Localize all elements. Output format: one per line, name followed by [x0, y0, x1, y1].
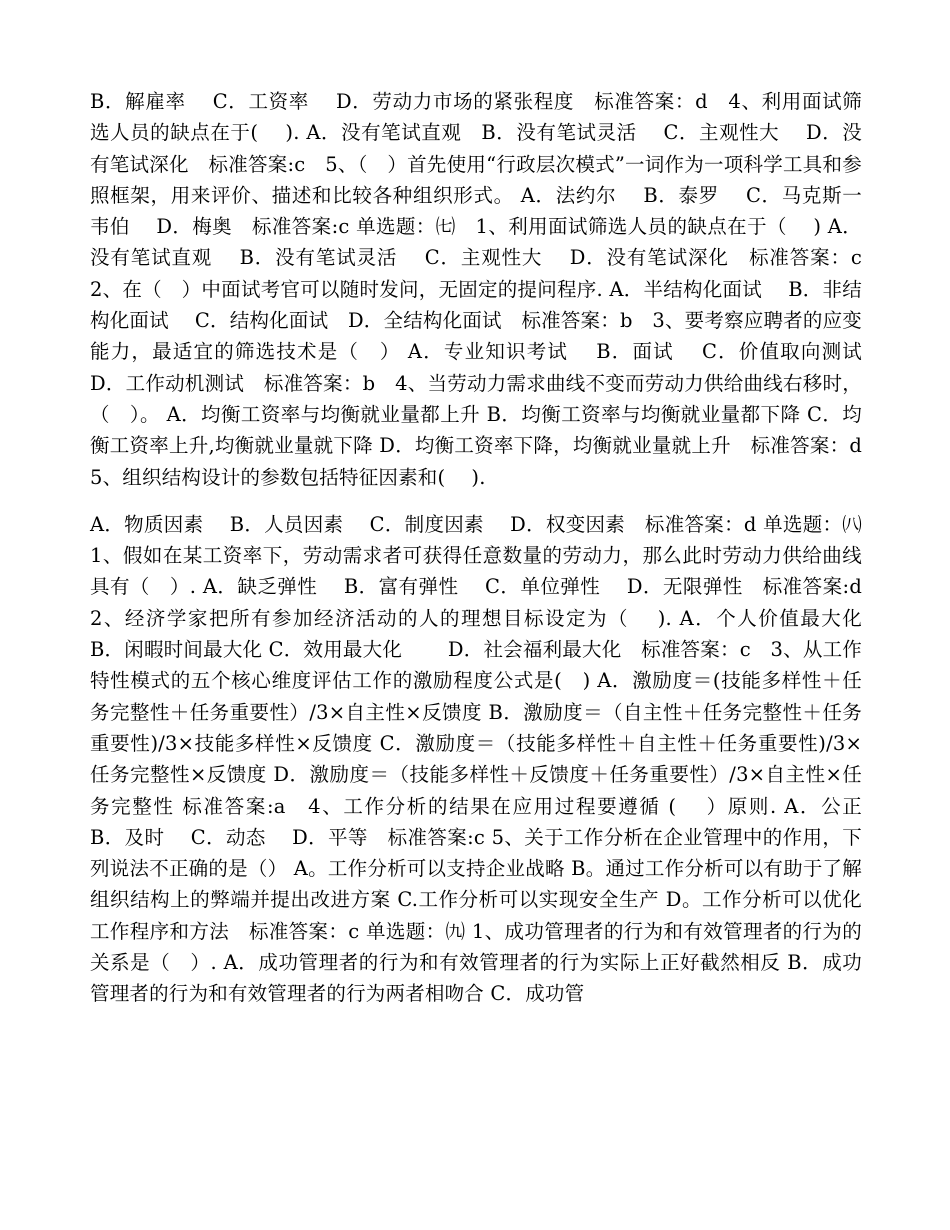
paragraph-2: A．物质因素 B．人员因素 C．制度因素 D．权变因素 标准答案：d 单选题：㈧ 1、假如在某工资率下，劳动需求者可获得任意数量的劳动力，那么此时劳动力供给曲线具有（ ）. A．缺乏弹性 B．富有弹性 C．单位弹性 D．无限弹性 标准答案:d 2、经济学家把所有参加经济活动的人的理想目标设定为（ ). A．个人价值最大化 B．闲暇时间最大化 C．效用最大化 D．社会福利最大化 标准答案：c 3、从工作特性模式的五个核心维度评估工作的激励程度公式是( ) A．激励度＝(技能多样性＋任务完整性＋任务重要性）/3×自主性×反馈度 B．激励度＝（自主性＋任务完整性＋任务重要性)/3×技能多样性×反馈度 C．激励度＝（技能多样性＋自主性＋任务重要性)/3×任务完整性×反馈度 D．激励度＝（技能多样性＋反馈度＋任务重要性）/3×自主性×任务完整性 标准答案:a 4、工作分析的结果在应用过程要遵循 ( ）原则. A．公正 B．及时 C．动态 D．平等 标准答案:c 5、关于工作分析在企业管理中的作用，下列说法不正确的是（） A。工作分析可以支持企业战略 B。通过工作分析可以有助于了解组织结构上的弊端并提出改进方案 C.工作分析可以实现安全生产 D。工作分析可以优化工作程序和方法 标准答案：c 单选题：㈨ 1、成功管理者的行为和有效管理者的行为的关系是（ ）. A．成功管理者的行为和有效管理者的行为实际上正好截然相反 B．成功管理者的行为和有效管理者的行为两者相吻合 C．成功管	[90, 512, 889, 1006]
document-body	[90, 86, 889, 1010]
paragraph-1: B．解雇率 C．工资率 D．劳动力市场的紧张程度 标准答案：d 4、利用面试筛选人员的缺点在于( ). A．没有笔试直观 B．没有笔试灵活 C．主观性大 D．没有笔试深化 标准答案:c 5、（ ）首先使用“行政层次模式”一词作为一项科学工具和参照框架，用来评价、描述和比较各种组织形式。 A．法约尔 B．泰罗 C．马克斯一韦伯 D．梅奥 标准答案:c 单选题：㈦ 1、利用面试筛选人员的缺点在于（ ) A．没有笔试直观 B．没有笔试灵活 C．主观性大 D．没有笔试深化 标准答案：c 2、在（ ）中面试考官可以随时发问，无固定的提问程序. A．半结构化面试 B．非结构化面试 C．结构化面试 D．全结构化面试 标准答案：b 3、要考察应聘者的应变能力，最适宜的筛选技术是（ ） A．专业知识考试 B．面试 C．价值取向测试 D．工作动机测试 标准答案：b 4、当劳动力需求曲线不变而劳动力供给曲线右移时，（ ）。 A．均衡工资率与均衡就业量都上升 B．均衡工资率与均衡就业量都下降 C．均衡工资率上升,均衡就业量就下降 D．均衡工资率下降，均衡就业量就上升 标准答案：d 5、组织结构设计的参数包括特征因素和( ).	[90, 90, 889, 489]
